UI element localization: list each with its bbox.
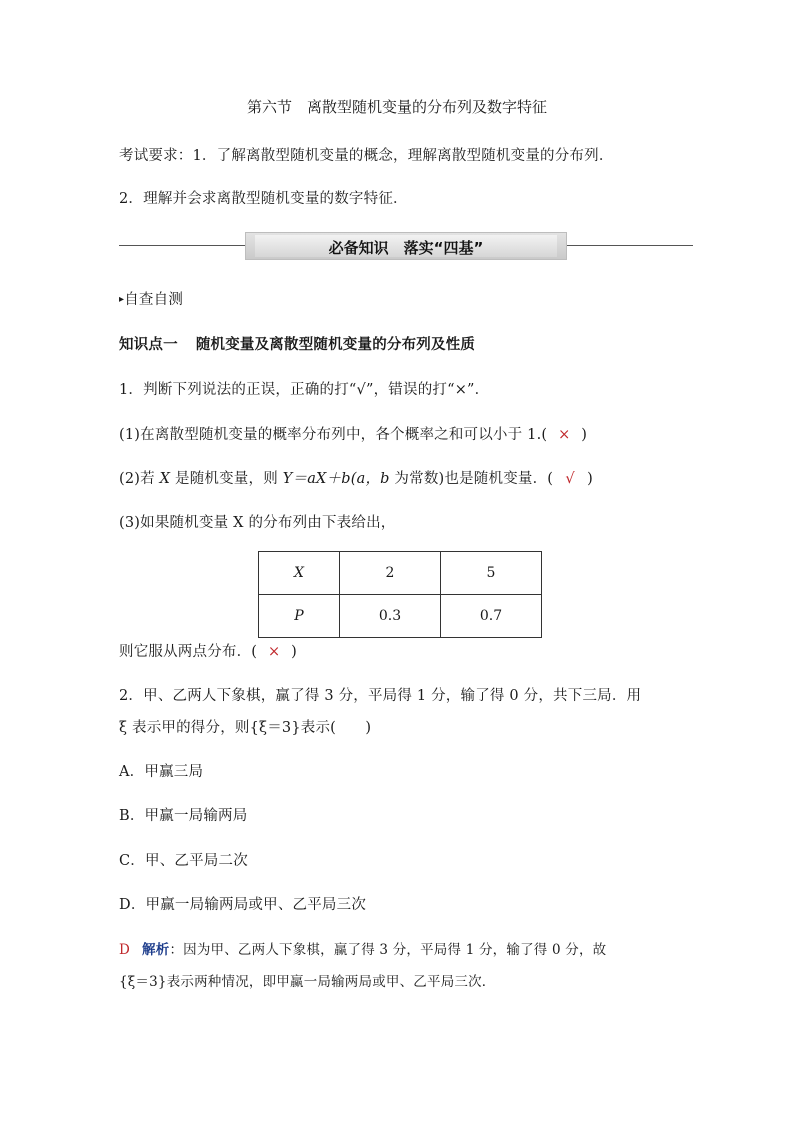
table-cell: P	[259, 595, 340, 638]
knowledge-point-text: 随机变量及离散型随机变量的分布列及性质	[195, 337, 476, 353]
q1-item3-conclusion	[119, 640, 297, 661]
self-check-icon: ▸	[119, 294, 125, 305]
exam-requirement-2: 2．理解并会求离散型随机变量的数字特征．	[119, 191, 408, 207]
section-banner	[119, 231, 693, 261]
table-cell: 5	[441, 552, 542, 595]
banner-box	[245, 232, 567, 260]
q2-analysis-line1	[119, 938, 606, 958]
q2-option-b: B．甲赢一局输两局	[119, 808, 248, 824]
q2-analysis-line2: {ξ＝3}表示两种情况，即甲赢一局输两局或甲、乙平局三次．	[119, 974, 496, 990]
table-row	[259, 552, 542, 595]
q1-item3-after: 则它服从两点分布．(	[119, 644, 258, 660]
q1-item1-mark: ×	[558, 427, 571, 443]
self-check-heading	[119, 288, 183, 309]
banner-rule-right	[567, 245, 693, 246]
q1-item2-mark: √	[565, 471, 575, 487]
q1-item2-part-c: 为常数)也是随机变量．(	[389, 471, 554, 487]
close-paren: )	[581, 427, 588, 443]
exam-requirement-1: 考试要求：1．了解离散型随机变量的概念，理解离散型随机变量的分布列．	[119, 148, 614, 164]
table-cell: 0.3	[340, 595, 441, 638]
q1-item3-mark: ×	[267, 644, 281, 660]
knowledge-point-label: 知识点一	[119, 337, 178, 353]
table-cell: 0.7	[441, 595, 542, 638]
q1-item2	[119, 467, 593, 488]
close-paren: )	[291, 644, 298, 660]
q1-item2-part-b: 是随机变量，则	[170, 471, 283, 487]
self-check-label: 自查自测	[124, 292, 184, 308]
q1-item3: (3)如果随机变量 X 的分布列由下表给出，	[119, 515, 396, 531]
banner-text: 必备知识 落实“四基”	[328, 239, 484, 257]
table-row	[259, 595, 542, 638]
table-cell: X	[259, 552, 340, 595]
section-title: 第六节 离散型随机变量的分布列及数字特征	[246, 98, 547, 116]
q2-answer: D	[119, 942, 131, 958]
table-cell: 2	[340, 552, 441, 595]
q2-stem-line2: ξ 表示甲的得分，则{ξ＝3}表示( )	[119, 720, 372, 736]
analysis-label: 解析	[142, 942, 170, 958]
q2-option-d: D．甲赢一局输两局或甲、乙平局三次	[119, 897, 367, 913]
analysis-text-1: ：因为甲、乙两人下象棋，赢了得 3 分，平局得 1 分，输了得 0 分，故	[169, 942, 607, 958]
q1-item2-formula: Y＝aX＋b(a，b	[282, 471, 390, 487]
q1-stem: 1．判断下列说法的正误，正确的打“√”，错误的打“×”．	[119, 382, 490, 398]
q2-option-c: C．甲、乙平局二次	[119, 853, 248, 869]
distribution-table	[258, 551, 542, 638]
q2-option-a: A．甲赢三局	[119, 764, 204, 780]
q1-item2-part-a: (2)若	[119, 471, 160, 487]
q1-item1-text: (1)在离散型随机变量的概率分布列中，各个概率之和可以小于 1.(	[119, 427, 548, 443]
close-paren: )	[587, 471, 594, 487]
banner-rule-left	[119, 245, 245, 246]
q2-stem-line1: 2．甲、乙两人下象棋，赢了得 3 分，平局得 1 分，输了得 0 分，共下三局．用	[119, 688, 642, 704]
q1-item1	[119, 423, 587, 444]
knowledge-point-heading	[119, 333, 475, 354]
q1-item2-var: X	[159, 471, 171, 487]
